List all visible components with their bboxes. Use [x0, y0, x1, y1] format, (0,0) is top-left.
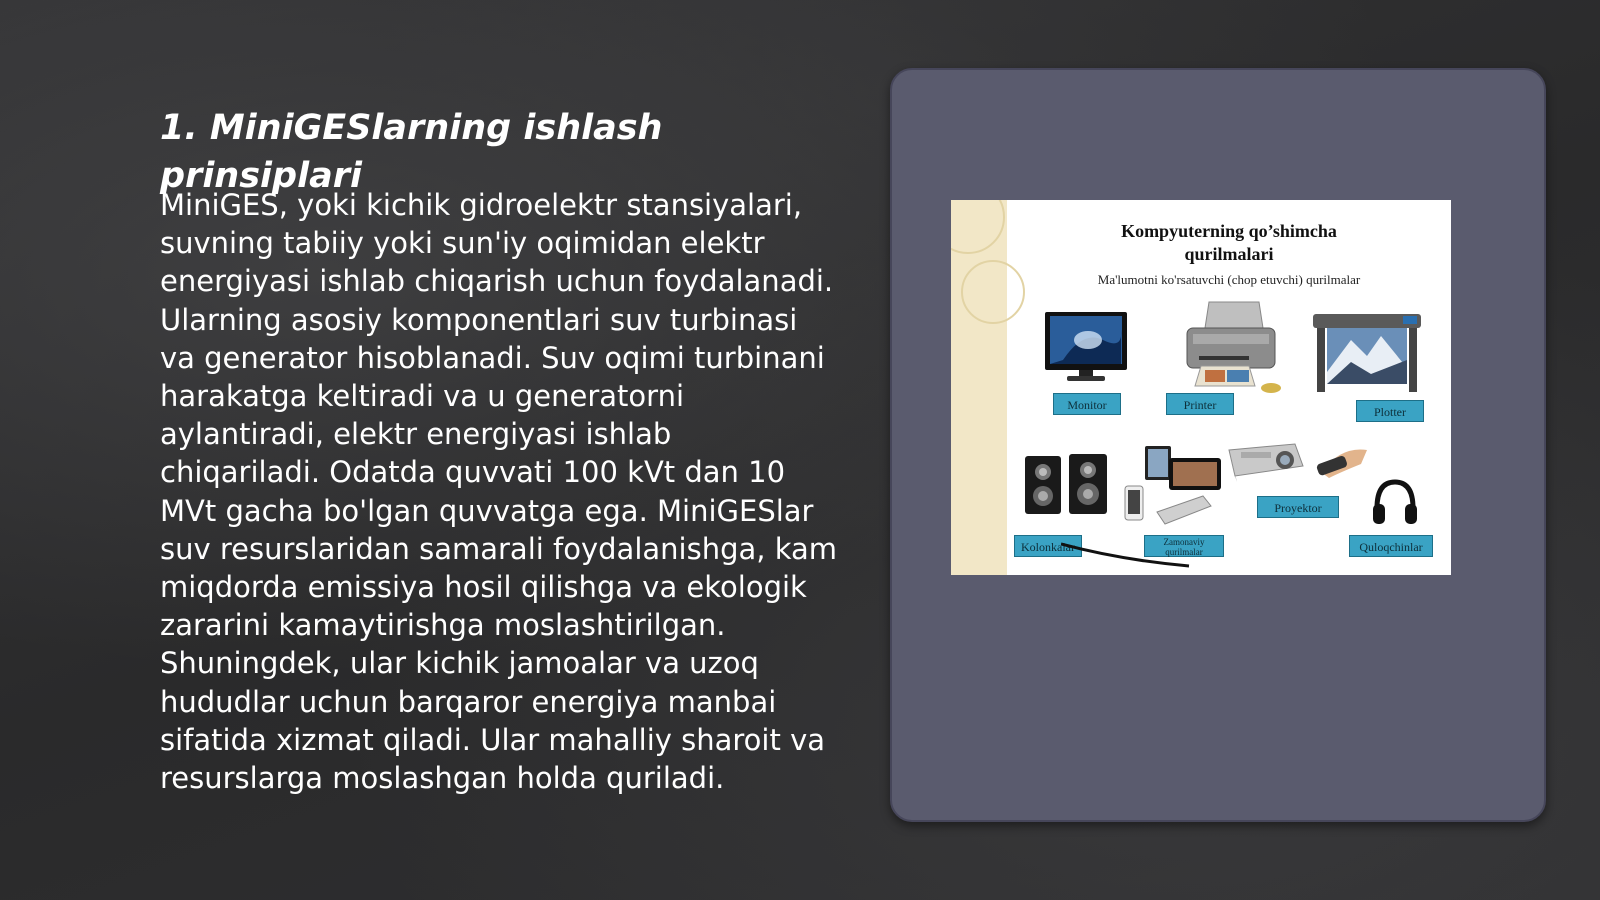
headphones-label: Quloqchinlar — [1349, 535, 1433, 557]
monitor-icon — [1043, 310, 1129, 382]
headphones-icon — [1371, 478, 1419, 528]
printer-icon — [1179, 298, 1283, 398]
cable-line — [1061, 540, 1191, 570]
speakers-label: Kolonkalar — [1014, 535, 1082, 557]
embedded-slide-subtitle: Ma'lumotni ko'rsatuvchi (chop etuvchi) qurilmalar — [1097, 272, 1361, 287]
monitor-label: Monitor — [1053, 393, 1121, 415]
plotter-label: Plotter — [1356, 400, 1424, 422]
speakers-icon — [1023, 452, 1109, 518]
embedded-slide-title: Kompyuterning qo’shimcha qurilmalari — [1121, 221, 1337, 264]
slide-body-paragraph: MiniGES, yoki kichik gidroelektr stansiyalari, suvning tabiiy yoki sun'iy oqimidan elektr energiyasi ishlab chiqarish uchun foydalanadi. Ularning asosiy komponentlari suv turbinasi va generator hisoblanadi. Suv oqimi turbinani harakatga keltiradi va u generatorni aylantiradi, elektr energiyasi ishlab chiqariladi. Odatda quvvati 100 kVt dan 10 MVt gacha bo'lgan quvvatga ega. MiniGESlar suv resurslaridan samarali foydalanishga, kam miqdorda emissiya hosil qilishga va ekologik zararini kamaytirishga moslashtirilgan. Shuningdek, ular kichik jamoalar va uzoq hududlar uchun barqaror energiya manbai sifatida xizmat qiladi. Ular mahalliy sharoit va resurslarga moslashgan holda quriladi. — [160, 188, 837, 796]
tablets-label: Zamonaviy qurilmalar — [1144, 535, 1224, 557]
tablet-icon — [1123, 444, 1223, 528]
printer-label: Printer — [1166, 393, 1234, 415]
decorative-strip — [951, 200, 1007, 575]
remote-icon — [1311, 442, 1371, 480]
embedded-slide-image — [951, 200, 1451, 575]
projector-label: Proyektor — [1257, 496, 1339, 518]
slide-title: 1. MiniGESlarning ishlash prinsiplari — [160, 108, 663, 196]
projector-icon — [1225, 436, 1305, 484]
plotter-icon — [1311, 312, 1423, 394]
